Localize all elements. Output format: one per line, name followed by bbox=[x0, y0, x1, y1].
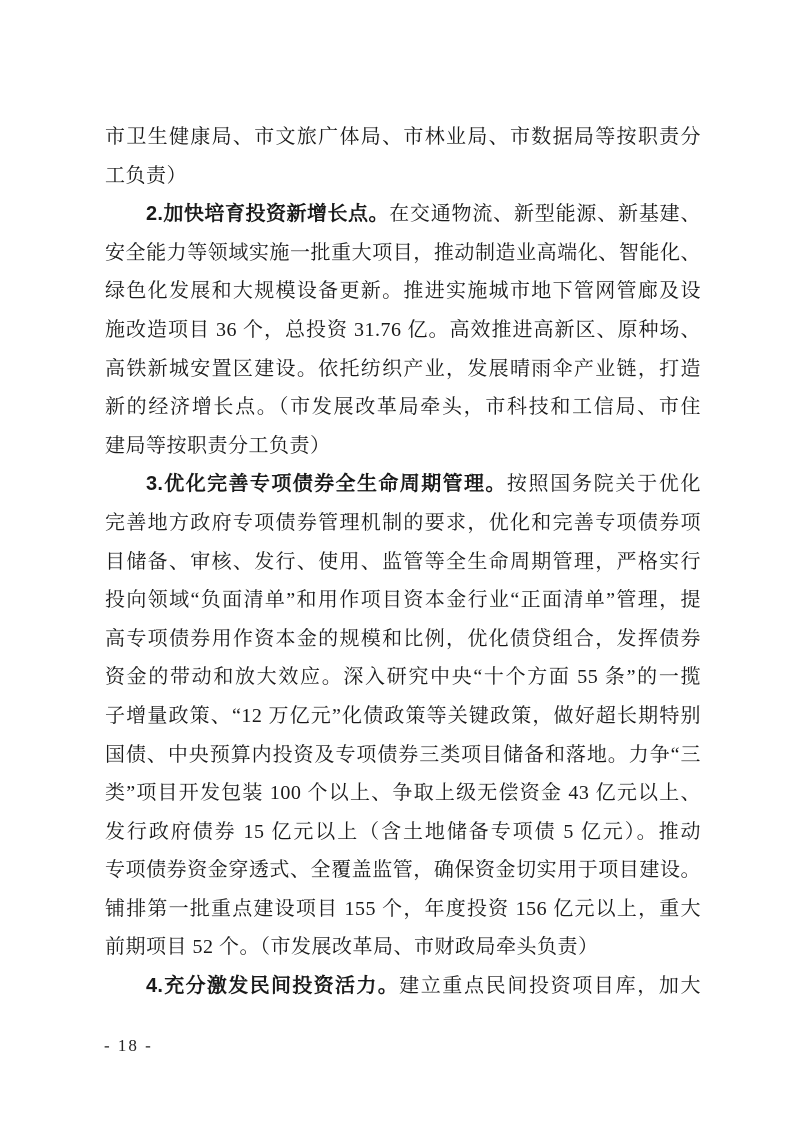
text-line bbox=[105, 967, 701, 1006]
line-text: 专项债券资金穿透式、全覆盖监管，确保资金切实用于项目建设。 bbox=[105, 859, 701, 882]
line-text: 投向领域“负面清单”和用作项目资本金行业“正面清单”管理，提 bbox=[105, 589, 701, 612]
text-line bbox=[105, 928, 701, 967]
line-text: 国债、中央预算内投资及专项债券三类项目储备和落地。力争“三 bbox=[105, 743, 701, 766]
line-text: 目储备、审核、发行、使用、监管等全生命周期管理，严格实行 bbox=[105, 550, 701, 573]
line-text: 绿色化发展和大规模设备更新。推进实施城市地下管网管廊及设 bbox=[105, 280, 701, 303]
text-line bbox=[105, 272, 701, 311]
text-line bbox=[105, 157, 701, 196]
line-text: 类”项目开发包装 100 个以上、争取上级无偿资金 43 亿元以上、 bbox=[105, 782, 701, 805]
text-line bbox=[105, 195, 701, 234]
line-text: 前期项目 52 个。（市发展改革局、市财政局牵头负责） bbox=[105, 936, 599, 959]
text-line bbox=[105, 504, 701, 543]
line-text: 高铁新城安置区建设。依托纺织产业，发展晴雨伞产业链，打造 bbox=[105, 357, 701, 380]
line-text: 施改造项目 36 个，总投资 31.76 亿。高效推进高新区、原种场、 bbox=[105, 318, 701, 341]
line-text: 按照国务院关于优化 bbox=[506, 473, 701, 496]
text-line bbox=[105, 620, 701, 659]
text-line bbox=[105, 851, 701, 890]
line-text: 在交通物流、新型能源、新基建、 bbox=[389, 203, 702, 226]
text-line bbox=[105, 774, 701, 813]
text-line bbox=[105, 388, 701, 427]
page-number: - 18 - bbox=[104, 1036, 153, 1055]
text-line bbox=[105, 465, 701, 504]
text-line bbox=[105, 311, 701, 350]
document-body bbox=[105, 118, 701, 1006]
section-heading-3: 3.优化完善专项债券全生命周期管理。 bbox=[146, 473, 507, 496]
text-line bbox=[105, 697, 701, 736]
line-text: 安全能力等领域实施一批重大项目，推动制造业高端化、智能化、 bbox=[105, 241, 701, 264]
line-text: 新的经济增长点。（市发展改革局牵头，市科技和工信局、市住 bbox=[105, 396, 701, 419]
line-text: 子增量政策、“12 万亿元”化债政策等关键政策，做好超长期特别 bbox=[105, 704, 701, 727]
text-line bbox=[105, 543, 701, 582]
line-text: 高专项债券用作资本金的规模和比例，优化债贷组合，发挥债券 bbox=[105, 627, 701, 650]
text-line bbox=[105, 118, 701, 157]
text-line bbox=[105, 427, 701, 466]
text-line bbox=[105, 581, 701, 620]
text-line bbox=[105, 658, 701, 697]
line-text: 铺排第一批重点建设项目 155 个，年度投资 156 亿元以上，重大 bbox=[105, 897, 701, 920]
section-heading-2: 2.加快培育投资新增长点。 bbox=[146, 203, 390, 226]
line-text: 建立重点民间投资项目库，加大 bbox=[399, 975, 702, 998]
section-heading-4: 4.充分激发民间投资活力。 bbox=[146, 975, 400, 998]
text-line bbox=[105, 234, 701, 273]
text-line bbox=[105, 813, 701, 852]
line-text: 完善地方政府专项债券管理机制的要求，优化和完善专项债券项 bbox=[105, 511, 701, 534]
line-text: 工负责） bbox=[105, 164, 187, 187]
line-text: 资金的带动和放大效应。深入研究中央“十个方面 55 条”的一揽 bbox=[105, 666, 701, 689]
line-text: 建局等按职责分工负责） bbox=[105, 434, 331, 457]
line-text: 市卫生健康局、市文旅广体局、市林业局、市数据局等按职责分 bbox=[105, 126, 701, 148]
text-line bbox=[105, 890, 701, 929]
text-line bbox=[105, 736, 701, 775]
line-text: 发行政府债券 15 亿元以上（含土地储备专项债 5 亿元）。推动 bbox=[105, 820, 701, 843]
text-line bbox=[105, 350, 701, 389]
